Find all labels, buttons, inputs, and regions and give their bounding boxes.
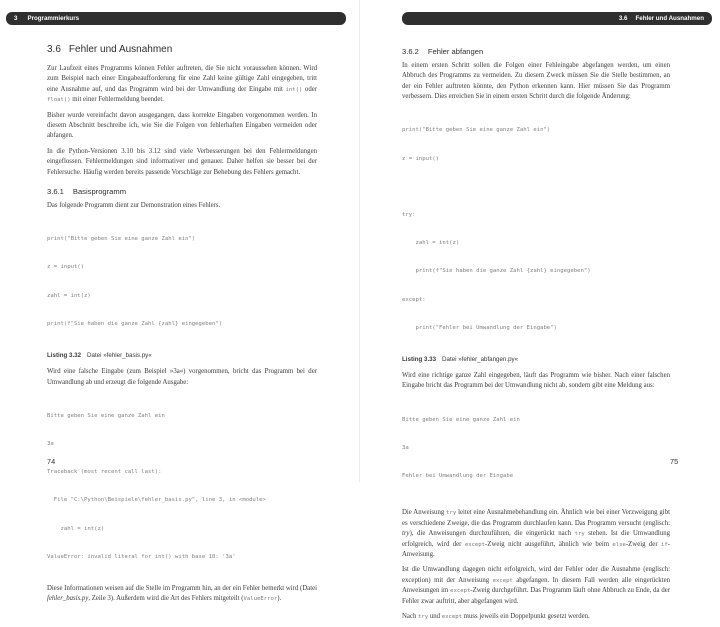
text-run: -Zweig nicht ausgeführt, ähnlich wie beim (485, 540, 613, 548)
section-heading (47, 44, 317, 55)
listing-text: Datei »fehler_basis.py« (87, 352, 152, 360)
subsection-title: Fehler abfangen (427, 47, 484, 56)
text-run: ). (277, 595, 282, 603)
paragraph-4 (402, 565, 670, 607)
listing-caption (402, 356, 670, 363)
output-line: File "C:\Python\Beispiele\fehler_basis.py", line 3, in <module> (47, 497, 266, 504)
output-line: Bitte geben Sie eine ganze Zahl ein (47, 412, 165, 419)
right-content (402, 44, 670, 627)
paragraph-2: Wird eine richtige ganze Zahl eingegeben, läuft das Programm wie bisher. Nach einer falschen Eingabe bricht das Programm bei der Umwandlung nicht ab, sondern gibt eine Meldung aus: (402, 372, 670, 390)
paragraph-5 (402, 612, 670, 622)
inline-code: try (574, 531, 585, 538)
code-listing-1 (47, 216, 317, 348)
right-page (360, 0, 720, 620)
code-line: except: (402, 296, 426, 303)
code-line: print("Bitte geben Sie eine ganze Zahl ein") (47, 236, 196, 243)
text-run: stehen. Ist die Umwandlung erfolgreich, wird der (402, 530, 671, 548)
code-listing-2 (402, 108, 670, 352)
page-number: 75 (670, 457, 679, 466)
chapter-title: Programmierkurs (27, 15, 80, 22)
output-listing-2 (402, 397, 670, 500)
listing-number: Listing 3.32 (47, 352, 82, 360)
subsection-heading (402, 47, 670, 56)
section-title: Fehler und Ausnahmen (635, 15, 704, 22)
text-run: Die Anweisung (402, 509, 447, 517)
output-line: ValueError: invalid literal for int() with base 10: '3a' (47, 553, 236, 560)
intro-paragraph-1 (47, 64, 317, 106)
output-line: Fehler bei Umwandlung der Eingabe (402, 473, 514, 480)
text-run: und (428, 612, 442, 620)
page-number: 74 (47, 457, 56, 466)
inline-code: except (450, 588, 471, 595)
italic-term: try (402, 530, 410, 538)
output-line: 3a (47, 440, 54, 447)
subsection-number: 3.6.2 (402, 47, 419, 56)
code-line: print("Fehler bei Umwandlung der Eingabe") (402, 324, 557, 331)
code-line: print("Bitte geben Sie eine ganze Zahl ein") (402, 127, 551, 134)
inline-code: else (612, 541, 626, 548)
output-line: 3a (402, 444, 409, 451)
inline-code: except (492, 577, 513, 584)
paragraph-3 (402, 508, 670, 560)
code-line: z = input() (47, 264, 85, 271)
text-run: leitet eine Ausnahmebehandlung ein. Ähnlich wie bei einer Verzweigung gibt es verschiedene Zweige, die das Programm durchlaufen kann. Das Programm versucht (englisch: (402, 509, 670, 527)
code-line (402, 183, 670, 192)
left-page (0, 0, 360, 603)
final-paragraph (47, 584, 317, 605)
code-line: zahl = int(z) (47, 292, 91, 299)
code-line: z = input() (402, 155, 440, 162)
left-content (47, 44, 317, 610)
text-run: Nach (402, 612, 419, 620)
subsection-number: 3.6.1 (47, 187, 64, 197)
text-run: Ist die Umwandlung dagegen nicht erfolgreich, wird der Fehler oder die Ausnahme (englisch: exception) mit der Anweisung (402, 566, 670, 584)
inline-code: except (464, 541, 486, 548)
right-running-header (402, 12, 712, 25)
output-line: Bitte geben Sie eine ganze Zahl ein (402, 416, 520, 423)
section-title: Fehler und Ausnahmen (68, 44, 173, 55)
listing-number: Listing 3.33 (402, 356, 437, 364)
chapter-number: 3 (14, 15, 18, 22)
text-run: muss jeweils ein Doppelpunkt gesetzt werden. (461, 612, 590, 620)
inline-code: if (660, 541, 668, 548)
section-number: 3.6 (618, 15, 628, 22)
demo-paragraph: Das folgende Programm dient zur Demonstration eines Fehlers. (47, 202, 221, 210)
output-listing-1 (47, 393, 317, 581)
text-run: ), die Anweisungen durchzuführen, die eingerückt nach (409, 530, 575, 538)
inline-code: ValueError (243, 596, 278, 603)
inline-code: int() (285, 86, 303, 93)
text-run: -Zweig der (625, 540, 661, 548)
paragraph-1: In einem ersten Schritt sollen die Folgen einer Fehleingabe abgefangen werden, um einen Abbruch des Programms zu vermeiden. Zu diesem Zweck müssen Sie die Stelle bestimmen, an der ein Fehler auftreten könnte, den Python erkennen kann. Hier müssen Sie das Programm verbessern. Dies erreichen Sie in einem ersten Schritt durch die folgende Änderung: (402, 62, 670, 101)
listing-text: Datei »fehler_abfangen.py« (442, 356, 519, 364)
text-run: Diese Informationen weisen auf die Stelle im Programm hin, an der ein Fehler bemerkt wird (Datei (47, 584, 317, 592)
inline-code: try (418, 613, 429, 620)
inline-code: except (441, 613, 462, 620)
output-line: zahl = int(z) (47, 525, 105, 532)
text-run: oder (302, 85, 317, 93)
intro-paragraph-2: Bisher wurde vereinfacht davon ausgegangen, dass korrekte Eingaben vorgenommen werden. In diesem Abschnitt beschreibe ich, wie Sie die Folgen von fehlerhaften Eingaben vermeiden oder abfangen. (47, 111, 317, 140)
output-line: Traceback (most recent call last): (47, 469, 162, 476)
subsection-title: Basisprogramm (72, 187, 127, 197)
intro-paragraph-3: In die Python-Versionen 3.10 bis 3.12 sind viele Verbesserungen bei den Fehlermeldungen eingeflossen. Fehlermeldungen sind informativer und genauer. Daher helfen sie besser bei der Fehlersuche. Häufig werden bereits passende Vorschläge zur Behebung des Fehlers gemacht. (47, 147, 317, 176)
inline-code: float() (47, 97, 71, 104)
section-number: 3.6 (47, 44, 61, 55)
code-line: try: (402, 212, 416, 219)
text-run: , Zeile 3). Außerdem wird die Art des Fehlers mitgeteilt ( (88, 595, 244, 603)
after-listing-paragraph: Wird eine falsche Eingabe (zum Beispiel »3a«) vorgenommen, bricht das Programm bei der Umwandlung ab und erzeugt die folgende Ausgabe: (47, 368, 317, 386)
left-running-header (6, 12, 346, 25)
text-run: -Zweig durchgeführt. Das Programm läuft ohne Abbruch zu Ende, da der Fehler zwar auftritt, aber abgefangen wird. (402, 587, 671, 605)
file-name: fehler_basis.py (47, 595, 89, 603)
text-run: mit einer Fehlermeldung beendet. (70, 96, 165, 104)
listing-caption (47, 352, 317, 359)
inline-code: try (446, 510, 457, 517)
text-run: Zur Laufzeit eines Programms können Fehler auftreten, die Sie nicht voraussehen können. Wird zum Beispiel nach einer Eingabeaufforderung für eine Zahl keine gültige Zahl eingegeben, tritt eine Ausnahme auf, und das Programm wird bei der Umwandlung der Eingabe mit (47, 65, 317, 93)
text-run: -Anweisung. (402, 540, 670, 558)
code-line: zahl = int(z) (402, 240, 460, 247)
subsection-heading (47, 187, 317, 196)
text-run: abgefangen. In diesem Fall werden alle eingerückten Anweisungen im (402, 576, 670, 595)
code-line: print(f"Sie haben die ganze Zahl {zahl} eingegeben") (402, 268, 591, 275)
code-line: print(f"Sie haben die ganze Zahl {zahl} eingegeben") (47, 320, 223, 327)
